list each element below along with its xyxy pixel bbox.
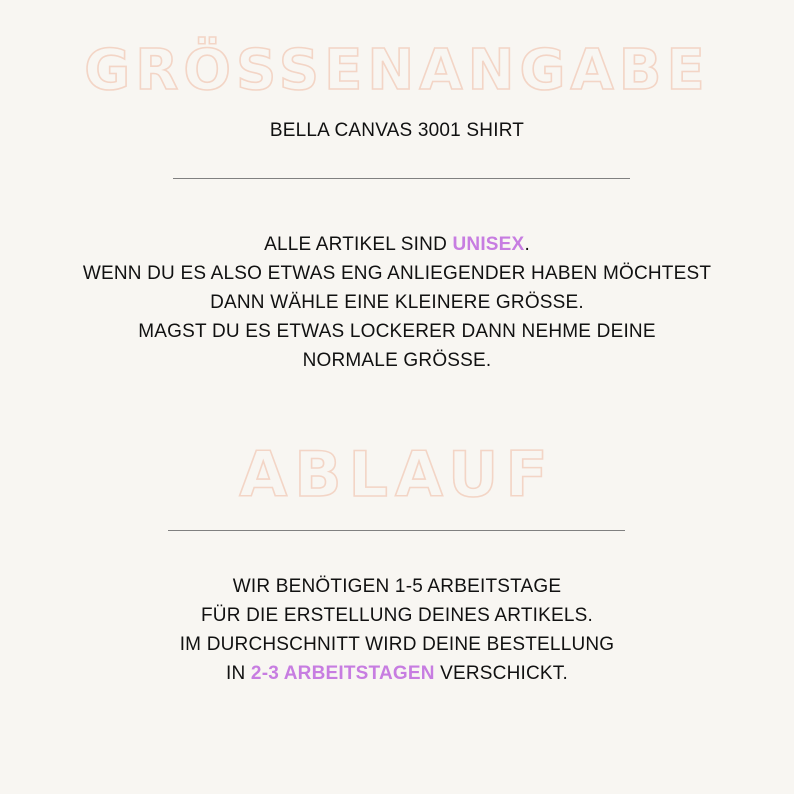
size-info-line-5: NORMALE GRÖSSE. [302,350,492,371]
size-guide-heading: GRÖSSENANGABE [84,38,710,103]
process-info-line-4 [0,659,794,688]
process-info-line-2: FÜR DIE ERSTELLUNG DEINES ARTIKELS. [200,605,594,626]
shipping-days-highlight: 2-3 ARBEITSTAGEN [250,663,435,684]
product-name: BELLA CANVAS 3001 SHIRT [269,120,525,141]
size-info-line-4: MAGST DU ES ETWAS LOCKERER DANN NEHME DEINE [138,321,656,342]
size-info-line-1 [0,230,794,259]
size-info-line-2: WENN DU ES ALSO ETWAS ENG ANLIEGENDER HABEN MÖCHTEST [82,263,712,284]
process-info-text [0,572,794,688]
size-info-line-3: DANN WÄHLE EINE KLEINERE GRÖSSE. [210,292,584,313]
process-info-line-3: IM DURCHSCHNITT WIRD DEINE BESTELLUNG [179,634,615,655]
process-info-line-4-prefix: IN [226,663,251,684]
divider-top [173,178,630,179]
size-info-line-1-prefix: ALLE ARTIKEL SIND [264,234,453,255]
size-info-text [0,230,794,375]
process-heading: ABLAUF [239,438,555,511]
process-info-line-1: WIR BENÖTIGEN 1-5 ARBEITSTAGE [232,576,562,597]
size-info-line-1-suffix: . [524,234,530,255]
process-info-line-4-suffix: VERSCHICKT. [434,663,568,684]
unisex-highlight: UNISEX [452,234,525,255]
divider-bottom [168,530,625,531]
